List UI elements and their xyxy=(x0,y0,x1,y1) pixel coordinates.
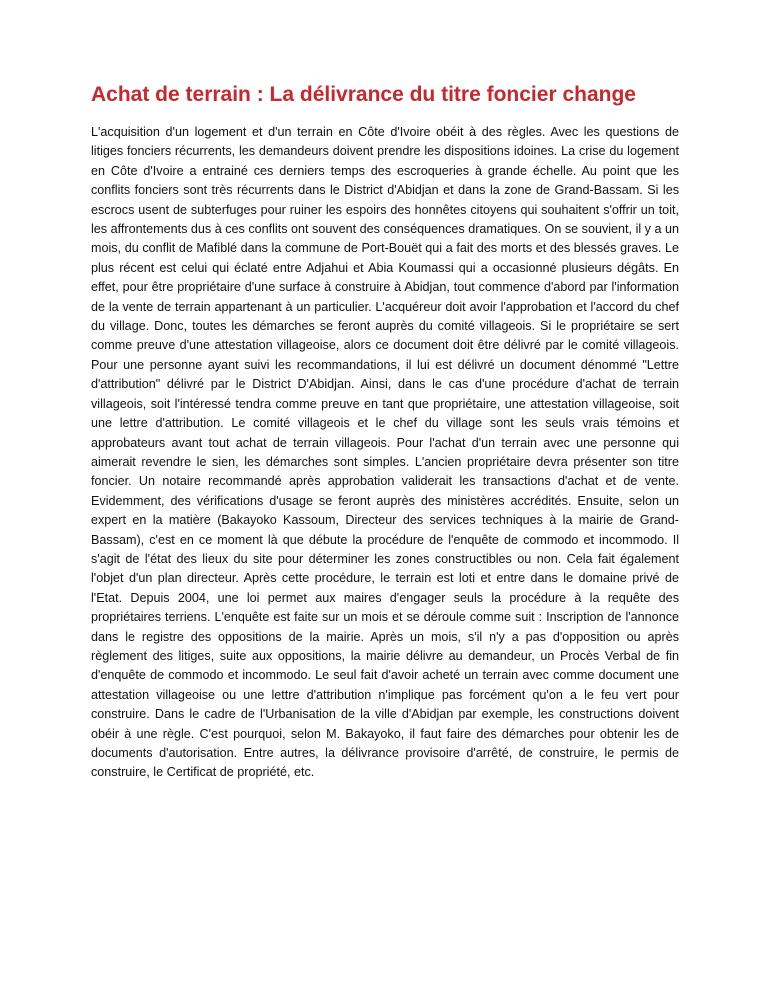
article-body: L'acquisition d'un logement et d'un terrain en Côte d'Ivoire obéit à des règles. Avec les questions de litiges fonciers récurrents, les demandeurs doivent prendre les dispositions idoines. La crise du logement en Côte d'Ivoire a entrainé ces derniers temps des escroqueries à grande échelle. Au point que les conflits fonciers sont très récurrents dans le District d'Abidjan et dans la zone de Grand-Bassam. Si les escrocs usent de subterfuges pour ruiner les espoirs des honnêtes citoyens qui souhaitent s'offrir un toit, les affrontements dus à ces conflits ont souvent des conséquences dramatiques. On se souvient, il y a un mois, du conflit de Mafiblé dans la commune de Port-Bouët qui a fait des morts et des blessés graves. Le plus récent est celui qui éclaté entre Adjahui et Abia Koumassi qui a occasionné plusieurs dégâts. En effet, pour être propriétaire d'une surface à construire à Abidjan, tout commence d'abord par l'information de la vente de terrain appartenant à un particulier. L'acquéreur doit avoir l'approbation et l'accord du chef du village. Donc, toutes les démarches se feront auprès du comité villageois. Si le propriétaire se sert comme preuve d'une attestation villageoise, alors ce document doit être délivré par le comité villageois. Pour une personne ayant suivi les recommandations, il lui est délivré un document dénommé "Lettre d'attribution" délivré par le District D'Abidjan. Ainsi, dans le cas d'une procédure d'achat de terrain villageois, soit l'intéressé tendra comme preuve en tant que propriétaire, une attestation villageoise, soit une lettre d'attribution. Le comité villageois et le chef du village sont les seuls vrais témoins et approbateurs avant tout achat de terrain villageois. Pour l'achat d'un terrain avec une personne qui aimerait revendre le sien, les démarches sont simples. L'ancien propriétaire devra présenter son titre foncier. Un notaire recommandé après approbation validerait les transactions d'achat et de vente. Evidemment, des vérifications d'usage se feront auprès des ministères accrédités. Ensuite, selon un expert en la matière (Bakayoko Kassoum, Directeur des services techniques à la mairie de Grand-Bassam), c'est en ce moment là que débute la procédure de l'enquête de commodo et incommodo. Il s'agit de l'état des lieux du site pour déterminer les zones constructibles ou non. Cela fait également l'objet d'un plan directeur. Après cette procédure, le terrain est loti et entre dans le domaine privé de l'Etat. Depuis 2004, une loi permet aux maires d'engager seuls la procédure à la requête des propriétaires terriens. L'enquête est faite sur un mois et se déroule comme suit : Inscription de l'annonce dans le registre des oppositions de la mairie. Après un mois, s'il n'y a pas d'opposition ou après règlement des litiges, suite aux oppositions, la mairie délivre au demandeur, un Procès Verbal de fin d'enquête de commodo et incommodo. Le seul fait d'avoir acheté un terrain avec comme document une attestation villageoise ou une lettre d'attribution n'implique pas forcément qu'on a le feu vert pour construire. Dans le cadre de l'Urbanisation de la ville d'Abidjan par exemple, les constructions doivent obéir à une règle. C'est pourquoi, selon M. Bakayoko, il faut faire des démarches pour obtenir les de documents d'autorisation. Entre autres, la délivrance provisoire d'arrêté, de construire, le permis de construire, le Certificat de propriété, etc. xyxy=(91,125,679,780)
document-page xyxy=(91,80,679,783)
page-title: Achat de terrain : La délivrance du titre foncier change xyxy=(91,83,636,106)
